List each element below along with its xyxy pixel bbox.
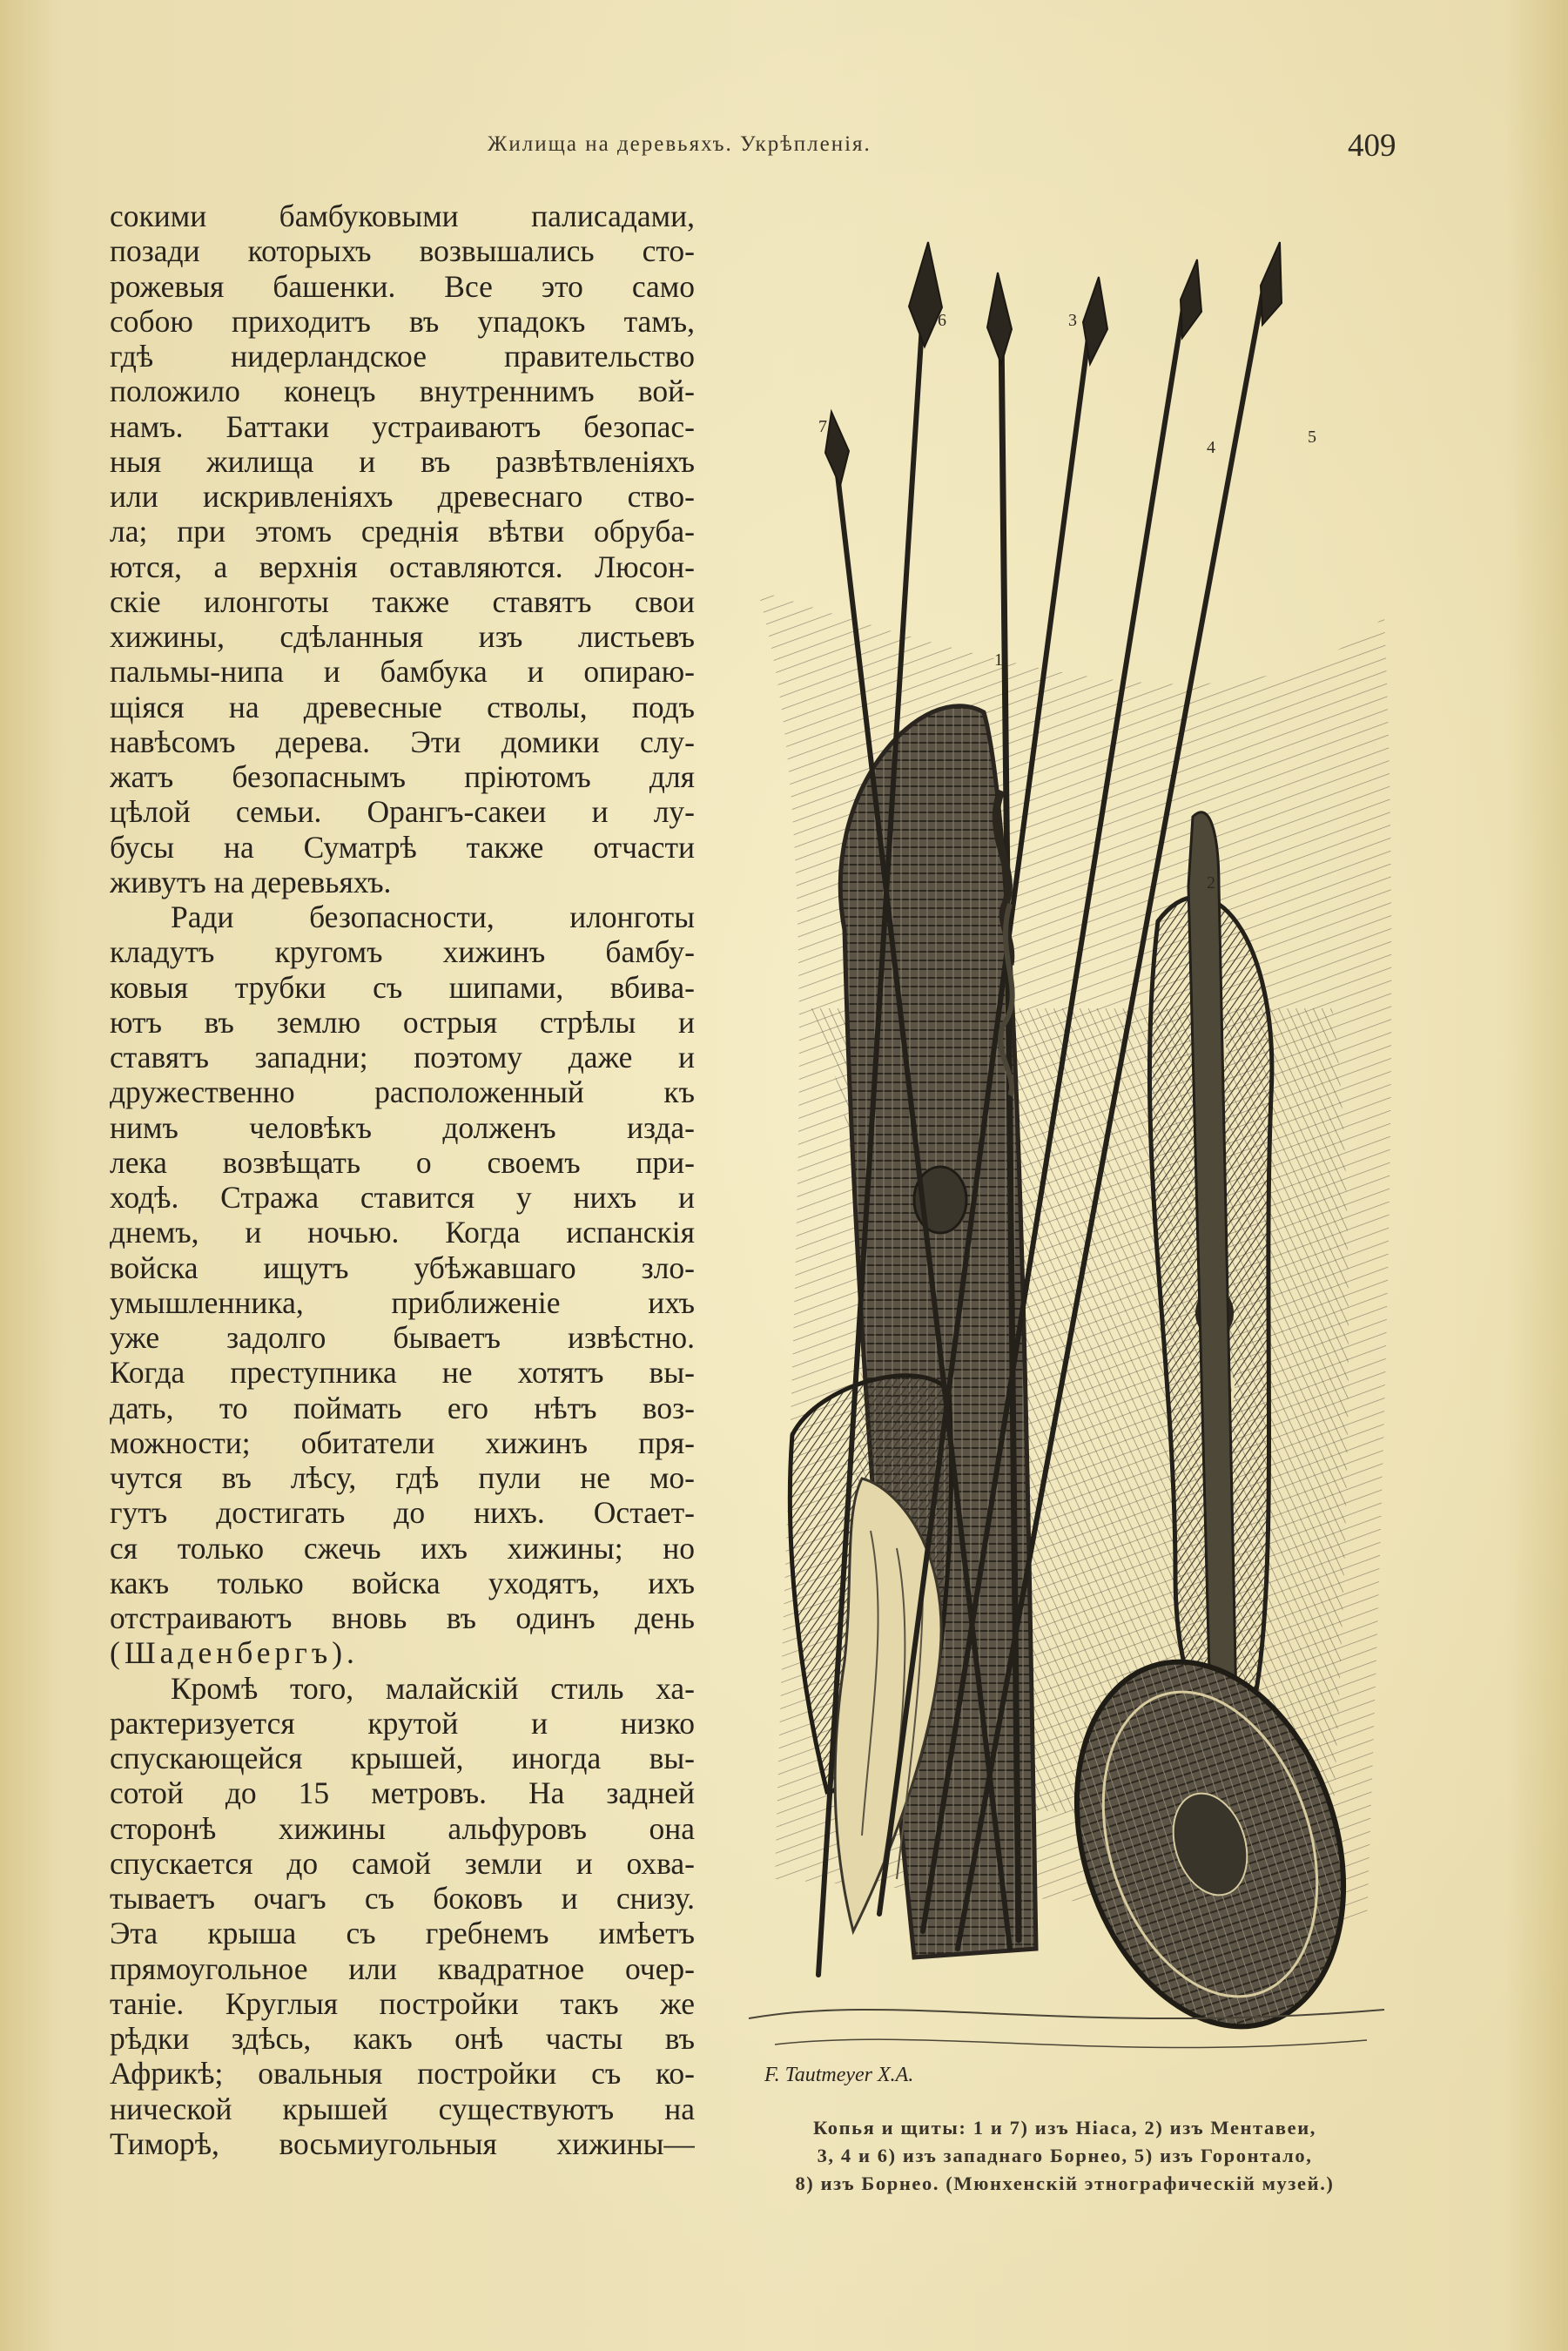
engraver-signature: F. Tautmeyer X.A. xyxy=(764,2064,914,2086)
text-line: бусы на Суматрѣ также отчасти xyxy=(110,829,695,865)
text-line: ныя жилища и въ развѣтвленіяхъ xyxy=(110,443,695,479)
text-line: ходѣ. Стража ставится у нихъ и xyxy=(110,1180,695,1215)
text-line: скіе илонготы также ставятъ свои xyxy=(110,583,695,619)
text-line: ла; при этомъ среднія вѣтви обруба- xyxy=(110,514,695,549)
text-line: цѣлой семьи. Орангъ-сакеи и лу- xyxy=(110,794,695,830)
text-line: навѣсомъ дерева. Эти домики слу- xyxy=(110,724,695,759)
text-line: ковыя трубки съ шипами, вбива- xyxy=(110,969,695,1005)
text-line: кладутъ кругомъ хижинъ бамбу- xyxy=(110,934,695,970)
text-line: какъ только войска уходятъ, ихъ xyxy=(110,1565,695,1600)
text-line: чутся въ лѣсу, гдѣ пули не мо- xyxy=(110,1460,695,1495)
caption-line: 8) изъ Борнео. (Мюнхенскій этнографическій музей.) xyxy=(795,2172,1335,2194)
text-line: ются, а верхнія оставляются. Люсон- xyxy=(110,549,695,584)
text-line: собою приходитъ въ упадокъ тамъ, xyxy=(110,303,695,339)
text-line: можности; обитатели хижинъ пря- xyxy=(110,1425,695,1460)
text-line: ставятъ западни; поэтому даже и xyxy=(110,1040,695,1074)
text-line: тываетъ очагъ съ боковъ и снизу. xyxy=(110,1881,695,1916)
page-number: 409 xyxy=(1348,128,1396,164)
text-line: Когда преступника не хотятъ вы- xyxy=(110,1355,695,1391)
text-line: жатъ безопаснымъ пріютомъ для xyxy=(110,759,695,794)
text-line: положило конецъ внутреннимъ вой- xyxy=(110,374,695,409)
text-line: уже задолго бываетъ извѣстно. xyxy=(110,1320,695,1355)
text-line: таніе. Круглыя постройки такъ же xyxy=(110,1985,695,2021)
figure-label: 4 xyxy=(1207,438,1215,457)
text-line: рѣдки здѣсь, какъ онѣ часты въ xyxy=(110,2021,695,2056)
running-title: Жилища на деревьяхъ. Укрѣпленія. xyxy=(488,132,871,156)
text-line: пальмы-нипа и бамбука и опираю- xyxy=(110,654,695,690)
text-line: или искривленіяхъ древеснаго ство- xyxy=(110,479,695,514)
text-line: гдѣ нидерландское правительство xyxy=(110,339,695,374)
text-line: щіяся на древесные стволы, подъ xyxy=(110,689,695,724)
body-text-column xyxy=(110,199,695,2161)
spears-and-shields-engraving xyxy=(723,225,1419,2097)
text-line: умышленника, приближеніе ихъ xyxy=(110,1284,695,1320)
caption-line: Копья и щиты: 1 и 7) изъ Ніаса, 2) изъ Ментавеи, xyxy=(812,2117,1317,2139)
text-line: гутъ достигать до нихъ. Остает- xyxy=(110,1495,695,1531)
text-line: Тиморѣ, восьмиугольныя хижины— xyxy=(110,2125,695,2161)
text-line: спускающейся крышей, иногда вы- xyxy=(110,1741,695,1775)
text-line: спускается до самой земли и охва- xyxy=(110,1845,695,1881)
text-line: намъ. Баттаки устраиваютъ безопас- xyxy=(110,408,695,444)
text-line: ютъ въ землю острыя стрѣлы и xyxy=(110,1004,695,1040)
text-line: сокими бамбуковыми палисадами, xyxy=(110,199,695,233)
figure-label: 7 xyxy=(818,417,827,436)
text-line: прямоугольное или квадратное очер- xyxy=(110,1950,695,1986)
paragraph-start-line: Ради безопасности, илонготы xyxy=(171,899,695,934)
text-line: нической крышей существуютъ на xyxy=(110,2091,695,2126)
figure-label: 2 xyxy=(1207,873,1215,893)
text-line: Африкѣ; овальныя постройки съ ко- xyxy=(110,2056,695,2092)
figure-label: 6 xyxy=(938,311,946,330)
text-line: войска ищутъ убѣжавшаго зло- xyxy=(110,1250,695,1285)
text-line: Эта крыша съ гребнемъ имѣетъ xyxy=(110,1916,695,1951)
text-line: сотой до 15 метровъ. На задней xyxy=(110,1775,695,1811)
text-line: нимъ человѣкъ долженъ изда- xyxy=(110,1109,695,1145)
text-line: позади которыхъ возвышались сто- xyxy=(110,233,695,269)
text-line: рожевыя башенки. Все это само xyxy=(110,268,695,304)
paragraph-end-line: (Шаденбергъ). xyxy=(110,1635,359,1671)
paragraph-end-line: живутъ на деревьяхъ. xyxy=(110,864,392,899)
text-line: отстраиваютъ вновь въ одинъ день xyxy=(110,1600,695,1635)
text-line: дать, то поймать его нѣтъ воз- xyxy=(110,1390,695,1425)
text-line: лека возвѣщать о своемъ при- xyxy=(110,1144,695,1180)
figure-label: 1 xyxy=(994,650,1003,670)
text-line: днемъ, и ночью. Когда испанскія xyxy=(110,1215,695,1250)
caption-line: 3, 4 и 6) изъ западнаго Борнео, 5) изъ Горонтало, xyxy=(817,2145,1313,2166)
text-line: хижины, сдѣланныя изъ листьевъ xyxy=(110,619,695,654)
figure-label: 3 xyxy=(1068,311,1077,330)
text-line: сторонѣ хижины альфуровъ она xyxy=(110,1810,695,1846)
figure-caption xyxy=(721,2114,1409,2198)
figure-label: 5 xyxy=(1308,428,1316,447)
text-line: ся только сжечь ихъ хижины; но xyxy=(110,1530,695,1566)
paragraph-start-line: Кромѣ того, малайскій стиль ха- xyxy=(171,1670,695,1706)
text-line: дружественно расположенный къ xyxy=(110,1074,695,1110)
text-line: рактеризуется крутой и низко xyxy=(110,1705,695,1741)
